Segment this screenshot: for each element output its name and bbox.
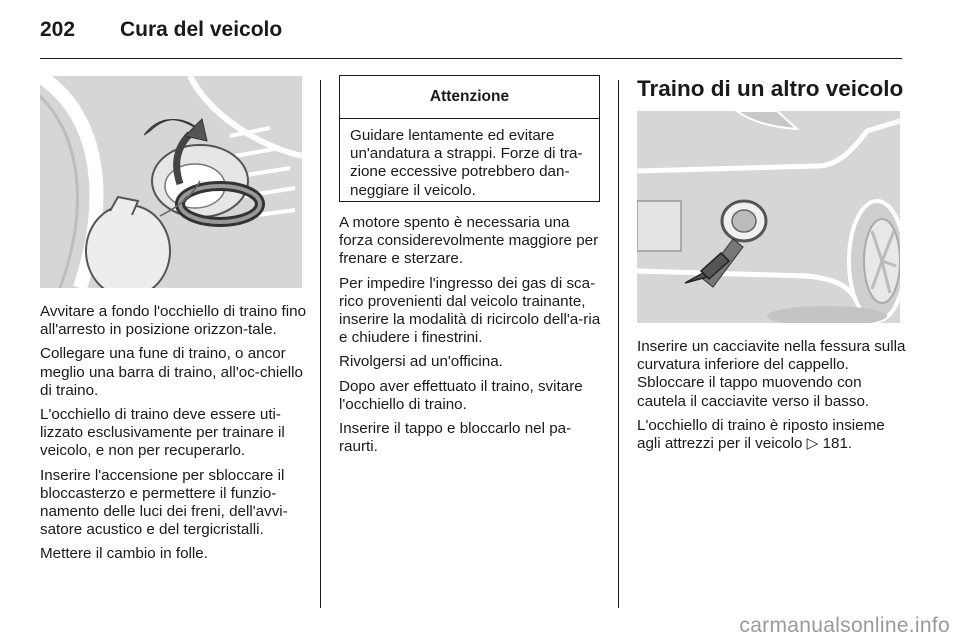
- page-header: [40, 14, 902, 54]
- col2-paragraph-3: Rivolgersi ad un'officina.: [339, 353, 503, 371]
- col1-paragraph-5: Mettere il cambio in folle.: [40, 545, 208, 563]
- tow-eye-drawing: [40, 76, 302, 288]
- section-title: Cura del veicolo: [120, 18, 283, 41]
- warning-box: [339, 75, 600, 202]
- col3-paragraph-2: L'occhiello di traino è riposto insieme agli attrezzi per il veicolo ▷ 181.: [637, 416, 885, 453]
- col2-paragraph-2: Per impedire l'ingresso dei gas di sca-rico provenienti dal veicolo trainante, inserire la modalità di ricircolo dell'a-ria e chiudere i finestrini.: [339, 274, 601, 347]
- header-divider: [40, 58, 902, 59]
- col3-paragraph-1: Inserire un cacciavite nella fessura sulla curvatura inferiore del cappello. Sbloccare il tappo muovendo con cautela il cacciavite verso il basso.: [637, 338, 906, 410]
- col2-text: [339, 214, 603, 456]
- col2-paragraph-5: Inserire il tappo e bloccarlo nel pa-raurti.: [339, 420, 572, 456]
- section-heading: Traino di un altro veicolo: [637, 76, 904, 101]
- col2-paragraph-4: Dopo aver effettuato il traino, svitare l'occhiello di traino.: [339, 377, 583, 413]
- tow-eye-illustration: [40, 76, 302, 288]
- page-number: 202: [40, 18, 76, 41]
- col1-paragraph-2: Collegare una fune di traino, o ancor meglio una barra di traino, all'oc-chiello di traino.: [40, 345, 303, 399]
- col1-paragraph-1: Avvitare a fondo l'occhiello di traino fino all'arresto in posizione orizzon-tale.: [40, 303, 307, 339]
- col1-paragraph-3: L'occhiello di traino deve essere uti-lizzato esclusivamente per trainare il veicolo, e non per recuperarlo.: [40, 406, 285, 460]
- warning-text: Guidare lentamente ed evitare un'andatura a strappi. Forze di tra-zione eccessive potrebbero dan-neggiare il veicolo.: [350, 127, 583, 199]
- col1-paragraph-4: Inserire l'accensione per sbloccare il bloccasterzo e permettere il funzio-namento delle luci dei freni, dell'avvi-satore acustico e del tergicristalli.: [40, 466, 288, 539]
- col2-paragraph-1: A motore spento è necessaria una forza considerevolmente maggiore per frenare e sterzare.: [339, 214, 599, 268]
- rear-bumper-illustration: [637, 111, 900, 323]
- col3-text: [637, 338, 907, 453]
- col1-text: [40, 303, 308, 564]
- column-divider-2: [618, 80, 619, 608]
- rear-bumper-drawing: [637, 111, 900, 323]
- warning-title: Attenzione: [340, 76, 599, 119]
- watermark: carmanualsonline.info: [739, 614, 950, 637]
- column-divider-1: [320, 80, 321, 608]
